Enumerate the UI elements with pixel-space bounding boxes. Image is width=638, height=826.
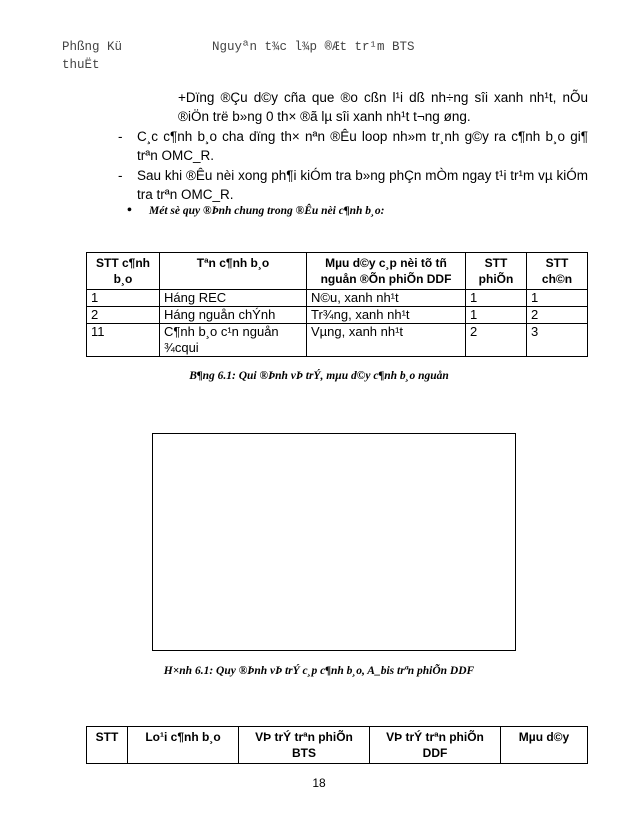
table-row (87, 307, 588, 324)
bullet-heading-text: Mét sè quy ®Þnh chung trong ®Êu nèi c¶nh b¸o: (149, 205, 385, 217)
figure-placeholder (152, 433, 516, 651)
table-caption: B¶ng 6.1: Qui ®Þnh vÞ trÝ, mµu d©y c¶nh b¸o nguån (189, 370, 449, 382)
figure-caption: H×nh 6.1: Quy ®Þnh vÞ trÝ c¸p c¶nh b¸o, A_bis trªn phiÕn DDF (163, 665, 475, 677)
col-header: STT ch©n (527, 253, 588, 290)
table-cell: 2 (527, 307, 588, 324)
table-cell: 11 (87, 324, 160, 357)
header-title: Nguyªn t¾c l¾p ®Æt tr¹m BTS (212, 40, 415, 54)
table-cell: 1 (466, 290, 527, 307)
bullet-icon: • (127, 203, 132, 218)
table-cell: N©u, xanh nh¹t (307, 290, 466, 307)
page-number: 18 (312, 776, 326, 790)
col-header: STT (87, 727, 128, 764)
dash-item-text: C¸c c¶nh b¸o cha dïng th× nªn ®Êu loop nh»m tr¸nh g©y ra c¶nh b¸o gi¶ trªn OMC_R. (137, 129, 588, 163)
col-header: VÞ trÝ trªn phiÕn BTS (239, 727, 370, 764)
col-header: STT phiÕn (466, 253, 527, 290)
cable-table (86, 726, 588, 764)
table-cell: 1 (87, 290, 160, 307)
table-cell: 2 (87, 307, 160, 324)
alarm-table (86, 252, 588, 357)
col-header: Mµu d©y c¸p nèi tõ tñ nguån ®Õn phiÕn DDF (307, 253, 466, 290)
col-header: STT c¶nh b¸o (87, 253, 160, 290)
table-row (87, 324, 588, 357)
dash-item-text: Sau khi ®Êu nèi xong ph¶i kiÓm tra b»ng phÇn mÒm ngay t¹i tr¹m vµ kiÓm tra trªn OMC_R. (137, 168, 588, 202)
table-cell: 3 (527, 324, 588, 357)
table-cell: Háng REC (160, 290, 307, 307)
table-cell: Vµng, xanh nh¹t (307, 324, 466, 357)
table-header-row (87, 253, 588, 290)
col-header: VÞ trÝ trªn phiÕn DDF (370, 727, 501, 764)
col-header: Tªn c¶nh b¸o (160, 253, 307, 290)
table-header-row (87, 727, 588, 764)
table-cell: 1 (466, 307, 527, 324)
table-cell: 2 (466, 324, 527, 357)
table-cell: 1 (527, 290, 588, 307)
header-department: Phßng Kü thuËt (62, 40, 123, 72)
table-cell: Tr¾ng, xanh nh¹t (307, 307, 466, 324)
col-header: Mµu d©y (501, 727, 588, 764)
table-row (87, 290, 588, 307)
intro-paragraph: +Dïng ®Çu d©y cña que ®o cßn l¹i dß nh÷ng sîi xanh nh¹t, nÕu ®iÖn trë b»ng 0 th× ®ã lµ sîi xanh nh¹t t¬ng øng. (178, 90, 588, 124)
col-header: Lo¹i c¶nh b¸o (128, 727, 239, 764)
table-cell: Háng nguån chÝnh (160, 307, 307, 324)
table-cell: C¶nh b¸o c¹n nguån ¾cqui (160, 324, 307, 357)
